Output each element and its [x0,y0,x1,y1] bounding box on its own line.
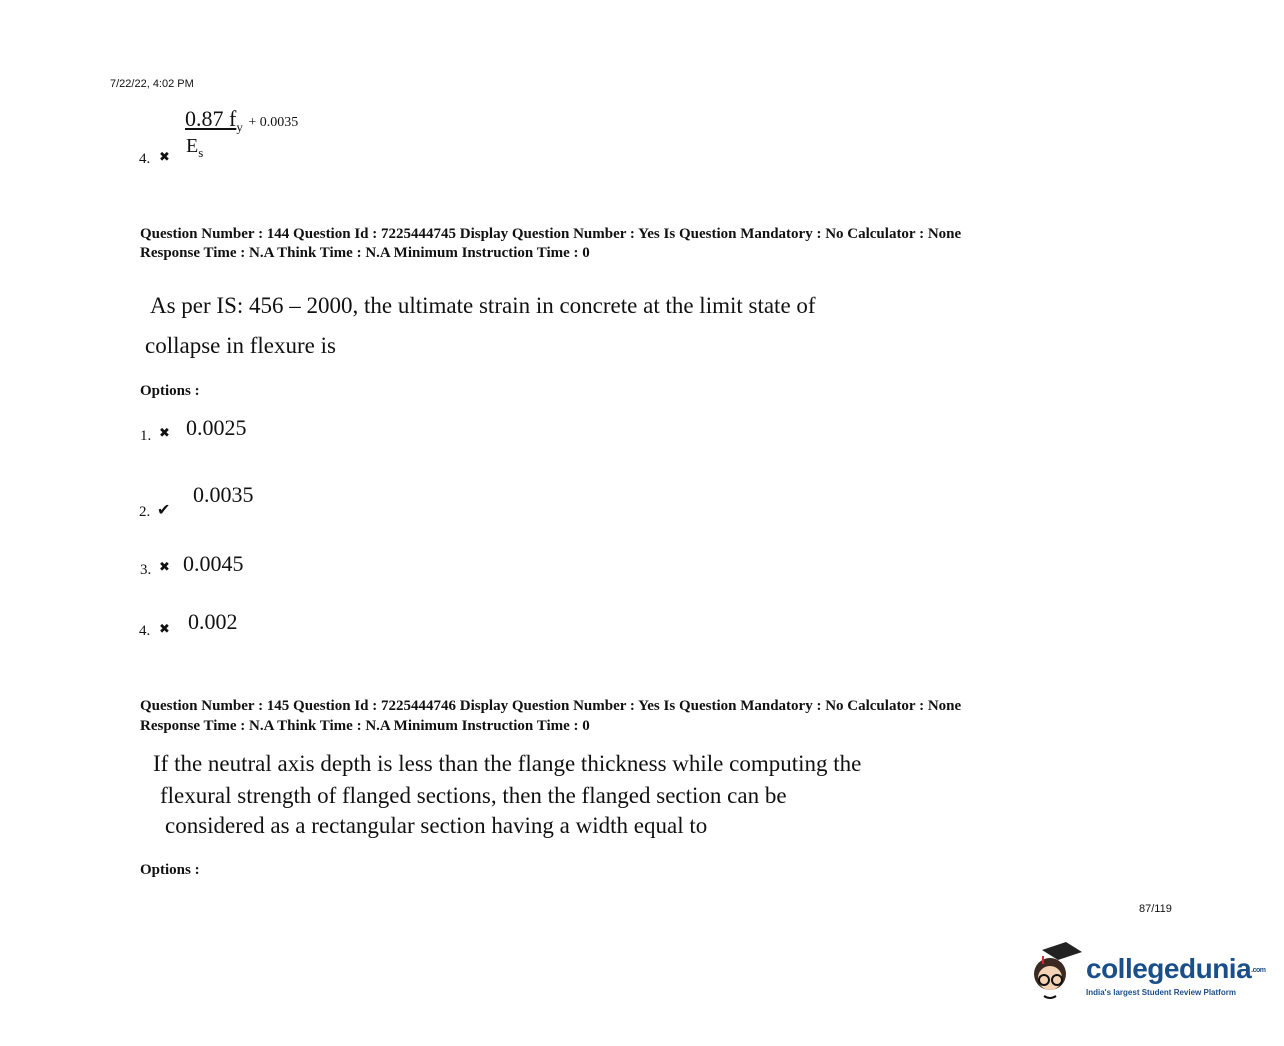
collegedunia-mascot-icon [1024,940,1084,1000]
options-label: Options : [140,383,200,399]
wrong-mark-icon: ✖ [159,149,170,164]
brand-tagline: India's largest Student Review Platform [1086,988,1236,997]
wrong-mark-icon: ✖ [159,621,170,636]
question-meta-line1: Question Number : 145 Question Id : 7225444746 Display Question Number : Yes Is Question Mandatory : No Calculator : None [140,698,962,714]
fraction-denominator: $E_s$ [186,135,204,160]
question-text-line1: If the neutral axis depth is less than the flange thickness while computing the [153,751,862,776]
option-number: 1. [140,428,152,444]
page-number: 87/119 [1139,903,1172,915]
option-value: 0.0025 [186,415,247,440]
option-number: 4. [139,151,151,167]
option-value: 0.0045 [183,551,244,576]
question-text-line2: flexural strength of flanged sections, then the flanged section can be [160,783,787,808]
options-label: Options : [140,862,200,878]
print-timestamp: 7/22/22, 4:02 PM [110,78,194,90]
option-value: 0.0035 [193,482,254,507]
question-text-line1: As per IS: 456 – 2000, the ultimate strain in concrete at the limit state of [150,293,816,318]
question-text-line3: considered as a rectangular section having a width equal to [165,813,708,838]
wrong-mark-icon: ✖ [159,559,170,574]
question-meta-line2: Response Time : N.A Think Time : N.A Minimum Instruction Time : 0 [140,245,590,261]
option-value: 0.002 [188,609,238,634]
question-text-line2: collapse in flexure is [145,333,336,358]
option-number: 4. [139,623,151,639]
question-meta-line2: Response Time : N.A Think Time : N.A Minimum Instruction Time : 0 [140,718,590,734]
wrong-mark-icon: ✖ [159,425,170,440]
question-meta-line1: Question Number : 144 Question Id : 7225444745 Display Question Number : Yes Is Question Mandatory : No Calculator : None [140,226,962,242]
fraction-numerator: 0.87 $f_y + 0.0035$ [185,106,299,135]
option-number: 2. [139,504,151,520]
option-number: 3. [140,562,152,578]
brand-logo-text: collegedunia.com [1086,953,1266,984]
correct-check-icon: ✔ [157,502,171,519]
